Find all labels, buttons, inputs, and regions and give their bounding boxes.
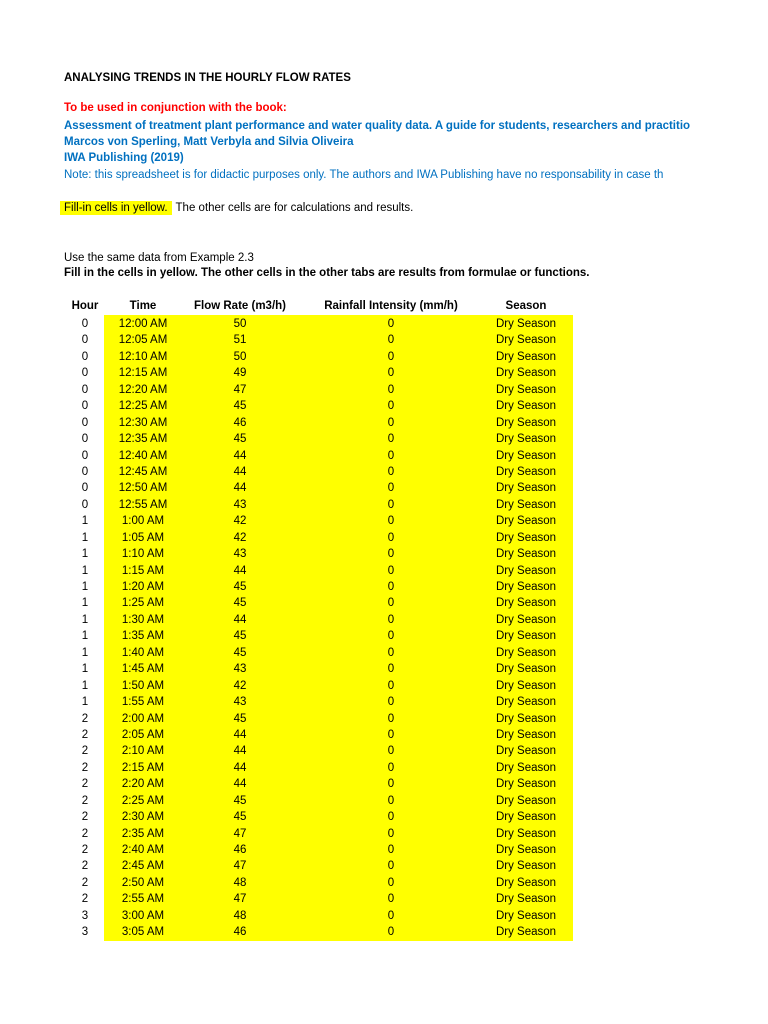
cell-rainfall[interactable]: 0 (387, 876, 395, 889)
cell-time[interactable]: 2:45 AM (121, 860, 165, 873)
cell-rainfall[interactable]: 0 (387, 515, 395, 528)
cell-flow-rate[interactable]: 50 (233, 350, 247, 363)
cell-time[interactable]: 12:40 AM (118, 449, 168, 462)
cell-season[interactable]: Dry Season (495, 318, 557, 330)
cell-season[interactable]: Dry Season (495, 893, 557, 906)
cell-hour[interactable]: 1 (81, 679, 89, 692)
table-row (0, 382, 768, 398)
cell-time[interactable]: 12:30 AM (118, 416, 168, 429)
table-row (0, 365, 768, 381)
table-row (0, 727, 768, 743)
table-row (0, 826, 768, 842)
table-row (0, 595, 768, 611)
cell-flow-rate[interactable]: 45 (233, 712, 247, 725)
cell-season[interactable]: Dry Season (495, 400, 557, 413)
cell-hour[interactable]: 2 (81, 844, 89, 856)
cell-season[interactable]: Dry Season (495, 909, 557, 922)
cell-rainfall[interactable]: 0 (387, 383, 395, 396)
cell-flow-rate[interactable]: 42 (233, 531, 247, 544)
cell-rainfall[interactable]: 0 (387, 893, 395, 906)
cell-rainfall[interactable]: 0 (387, 696, 395, 709)
cell-flow-rate[interactable]: 44 (233, 613, 247, 626)
cell-flow-rate[interactable]: 43 (233, 663, 247, 676)
fill-legend-yellow: Fill-in cells in yellow. (60, 201, 172, 215)
cell-hour[interactable]: 0 (81, 383, 89, 396)
cell-rainfall[interactable]: 0 (387, 909, 395, 922)
table-row (0, 332, 768, 348)
table-row (0, 858, 768, 874)
cell-hour[interactable]: 0 (81, 433, 89, 446)
cell-rainfall[interactable]: 0 (387, 564, 395, 577)
cell-hour[interactable]: 0 (81, 334, 89, 347)
cell-season[interactable]: Dry Season (495, 334, 557, 347)
cell-time[interactable]: 12:20 AM (118, 383, 168, 396)
cell-rainfall[interactable]: 0 (387, 794, 395, 807)
cell-hour[interactable]: 1 (81, 548, 89, 561)
cell-season[interactable]: Dry Season (495, 761, 557, 774)
table-row (0, 661, 768, 677)
cell-hour[interactable]: 0 (81, 350, 89, 363)
cell-hour[interactable]: 0 (81, 318, 89, 330)
cell-time[interactable]: 12:55 AM (118, 498, 168, 511)
cell-hour[interactable]: 3 (81, 909, 89, 922)
cell-season[interactable]: Dry Season (495, 433, 557, 446)
cell-hour[interactable]: 2 (81, 794, 89, 807)
cell-hour[interactable]: 2 (81, 712, 89, 725)
table-row (0, 842, 768, 858)
cell-season[interactable]: Dry Season (495, 581, 557, 593)
cell-season[interactable]: Dry Season (495, 811, 557, 824)
cell-rainfall[interactable]: 0 (387, 811, 395, 824)
table-row (0, 415, 768, 431)
cell-flow-rate[interactable]: 45 (233, 646, 247, 659)
cell-hour[interactable]: 2 (81, 728, 89, 741)
cell-season[interactable]: Dry Season (495, 515, 557, 528)
cell-hour[interactable]: 1 (81, 597, 89, 610)
cell-hour[interactable]: 1 (81, 663, 89, 676)
cell-rainfall[interactable]: 0 (387, 663, 395, 676)
cell-time[interactable]: 1:35 AM (121, 630, 165, 643)
cell-season[interactable]: Dry Season (495, 926, 557, 939)
cell-rainfall[interactable]: 0 (387, 465, 395, 478)
cell-rainfall[interactable]: 0 (387, 482, 395, 495)
cell-flow-rate[interactable]: 44 (233, 761, 247, 774)
table-row (0, 349, 768, 365)
disclaimer: Note: this spreadsheet is for didactic purposes only. The authors and IWA Publishing have no responsability in case th (64, 169, 664, 181)
cell-time[interactable]: 2:50 AM (121, 876, 165, 889)
usage-note: To be used in conjunction with the book: (64, 102, 287, 114)
table-row (0, 579, 768, 595)
cell-time[interactable]: 2:30 AM (121, 811, 165, 824)
cell-time[interactable]: 1:05 AM (121, 531, 165, 544)
cell-time[interactable]: 2:05 AM (121, 728, 165, 741)
cell-rainfall[interactable]: 0 (387, 400, 395, 413)
cell-flow-rate[interactable]: 45 (233, 433, 247, 446)
table-row (0, 546, 768, 562)
cell-time[interactable]: 12:15 AM (118, 367, 168, 380)
table-row (0, 694, 768, 710)
cell-flow-rate[interactable]: 45 (233, 811, 247, 824)
table-row (0, 464, 768, 480)
cell-season[interactable]: Dry Season (495, 482, 557, 495)
cell-time[interactable]: 1:15 AM (121, 564, 165, 577)
cell-rainfall[interactable]: 0 (387, 761, 395, 774)
table-row (0, 513, 768, 529)
cell-time[interactable]: 1:50 AM (121, 679, 165, 692)
cell-season[interactable]: Dry Season (495, 498, 557, 511)
cell-hour[interactable]: 2 (81, 761, 89, 774)
fill-instruction: Fill in the cells in yellow. The other cells in the other tabs are results from formulae or functions. (64, 267, 590, 279)
cell-time[interactable]: 1:30 AM (121, 613, 165, 626)
cell-season[interactable]: Dry Season (495, 350, 557, 363)
cell-rainfall[interactable]: 0 (387, 613, 395, 626)
table-row (0, 908, 768, 924)
cell-flow-rate[interactable]: 45 (233, 794, 247, 807)
cell-flow-rate[interactable]: 42 (233, 515, 247, 528)
cell-season[interactable]: Dry Season (495, 613, 557, 626)
cell-hour[interactable]: 0 (81, 400, 89, 413)
cell-flow-rate[interactable]: 44 (233, 745, 247, 758)
table-row (0, 743, 768, 759)
cell-flow-rate[interactable]: 42 (233, 679, 247, 692)
cell-rainfall[interactable]: 0 (387, 679, 395, 692)
cell-season[interactable]: Dry Season (495, 778, 557, 791)
cell-rainfall[interactable]: 0 (387, 778, 395, 791)
cell-rainfall[interactable]: 0 (387, 597, 395, 610)
cell-hour[interactable]: 0 (81, 498, 89, 511)
cell-rainfall[interactable]: 0 (387, 745, 395, 758)
cell-hour[interactable]: 0 (81, 367, 89, 380)
table-row (0, 530, 768, 546)
cell-hour[interactable]: 2 (81, 827, 89, 840)
cell-flow-rate[interactable]: 47 (233, 827, 247, 840)
cell-season[interactable]: Dry Season (495, 728, 557, 741)
book-title: Assessment of treatment plant performance and water quality data. A guide for students, researchers and practitio (64, 120, 691, 132)
cell-rainfall[interactable]: 0 (387, 498, 395, 511)
cell-time[interactable]: 1:10 AM (121, 548, 165, 561)
cell-rainfall[interactable]: 0 (387, 548, 395, 561)
cell-time[interactable]: 12:50 AM (118, 482, 168, 495)
fill-legend (60, 201, 413, 215)
cell-flow-rate[interactable]: 44 (233, 728, 247, 741)
cell-rainfall[interactable]: 0 (387, 416, 395, 429)
table-row (0, 793, 768, 809)
header-flow-rate[interactable]: Flow Rate (m3/h) (193, 300, 287, 312)
table-row (0, 612, 768, 628)
cell-flow-rate[interactable]: 46 (233, 416, 247, 429)
sheet-title: ANALYSING TRENDS IN THE HOURLY FLOW RATES (64, 72, 351, 84)
cell-time[interactable]: 1:00 AM (121, 515, 165, 528)
cell-season[interactable]: Dry Season (495, 383, 557, 396)
cell-hour[interactable]: 1 (81, 581, 89, 593)
cell-rainfall[interactable]: 0 (387, 350, 395, 363)
cell-time[interactable]: 12:25 AM (118, 400, 168, 413)
cell-time[interactable]: 2:10 AM (121, 745, 165, 758)
cell-hour[interactable]: 1 (81, 630, 89, 643)
cell-hour[interactable]: 2 (81, 811, 89, 824)
cell-season[interactable]: Dry Season (495, 367, 557, 380)
cell-flow-rate[interactable]: 46 (233, 926, 247, 939)
cell-flow-rate[interactable]: 45 (233, 581, 247, 593)
header-hour[interactable]: Hour (71, 300, 99, 312)
cell-flow-rate[interactable]: 46 (233, 844, 247, 856)
table-row (0, 431, 768, 447)
cell-time[interactable]: 1:55 AM (121, 696, 165, 709)
cell-flow-rate[interactable]: 43 (233, 548, 247, 561)
cell-rainfall[interactable]: 0 (387, 646, 395, 659)
cell-rainfall[interactable]: 0 (387, 334, 395, 347)
cell-flow-rate[interactable]: 47 (233, 860, 247, 873)
cell-hour[interactable]: 1 (81, 646, 89, 659)
cell-season[interactable]: Dry Season (495, 844, 557, 856)
cell-time[interactable]: 12:35 AM (118, 433, 168, 446)
table-row (0, 398, 768, 414)
cell-season[interactable]: Dry Season (495, 531, 557, 544)
cell-hour[interactable]: 1 (81, 613, 89, 626)
cell-rainfall[interactable]: 0 (387, 860, 395, 873)
publisher: IWA Publishing (2019) (64, 152, 184, 164)
cell-hour[interactable]: 0 (81, 416, 89, 429)
table-row (0, 316, 768, 332)
cell-rainfall[interactable]: 0 (387, 844, 395, 856)
table-row (0, 809, 768, 825)
cell-rainfall[interactable]: 0 (387, 318, 395, 330)
cell-season[interactable]: Dry Season (495, 465, 557, 478)
cell-season[interactable]: Dry Season (495, 630, 557, 643)
cell-flow-rate[interactable]: 43 (233, 498, 247, 511)
cell-flow-rate[interactable]: 44 (233, 449, 247, 462)
cell-rainfall[interactable]: 0 (387, 630, 395, 643)
table-row (0, 711, 768, 727)
table-row (0, 776, 768, 792)
cell-rainfall[interactable]: 0 (387, 367, 395, 380)
table-row (0, 678, 768, 694)
cell-rainfall[interactable]: 0 (387, 449, 395, 462)
table-row (0, 891, 768, 907)
cell-rainfall[interactable]: 0 (387, 581, 395, 593)
cell-hour[interactable]: 2 (81, 860, 89, 873)
cell-flow-rate[interactable]: 45 (233, 400, 247, 413)
fill-legend-text: The other cells are for calculations and results. (175, 202, 414, 214)
cell-time[interactable]: 12:10 AM (118, 350, 168, 363)
cell-flow-rate[interactable]: 44 (233, 465, 247, 478)
cell-time[interactable]: 1:20 AM (121, 581, 165, 593)
cell-season[interactable]: Dry Season (495, 860, 557, 873)
cell-hour[interactable]: 0 (81, 465, 89, 478)
use-same-data-note: Use the same data from Example 2.3 (64, 252, 254, 264)
book-authors: Marcos von Sperling, Matt Verbyla and Silvia Oliveira (64, 136, 354, 148)
header-rainfall-intensity[interactable]: Rainfall Intensity (mm/h) (324, 300, 458, 312)
cell-flow-rate[interactable]: 45 (233, 597, 247, 610)
cell-flow-rate[interactable]: 44 (233, 482, 247, 495)
cell-time[interactable]: 2:20 AM (121, 778, 165, 791)
cell-flow-rate[interactable]: 43 (233, 696, 247, 709)
cell-hour[interactable]: 0 (81, 449, 89, 462)
cell-flow-rate[interactable]: 45 (233, 630, 247, 643)
cell-hour[interactable]: 1 (81, 531, 89, 544)
cell-rainfall[interactable]: 0 (387, 827, 395, 840)
table-row (0, 480, 768, 496)
cell-hour[interactable]: 2 (81, 876, 89, 889)
cell-rainfall[interactable]: 0 (387, 531, 395, 544)
table-row (0, 563, 768, 579)
cell-flow-rate[interactable]: 47 (233, 893, 247, 906)
cell-season[interactable]: Dry Season (495, 416, 557, 429)
cell-hour[interactable]: 3 (81, 926, 89, 939)
cell-time[interactable]: 2:35 AM (121, 827, 165, 840)
table-row (0, 875, 768, 891)
cell-flow-rate[interactable]: 48 (233, 909, 247, 922)
cell-time[interactable]: 2:25 AM (121, 794, 165, 807)
cell-rainfall[interactable]: 0 (387, 433, 395, 446)
cell-hour[interactable]: 2 (81, 745, 89, 758)
cell-time[interactable]: 12:05 AM (118, 334, 168, 347)
cell-flow-rate[interactable]: 51 (233, 334, 247, 347)
cell-season[interactable]: Dry Season (495, 712, 557, 725)
table-row (0, 924, 768, 940)
cell-time[interactable]: 2:40 AM (121, 844, 165, 856)
cell-season[interactable]: Dry Season (495, 794, 557, 807)
cell-hour[interactable]: 1 (81, 564, 89, 577)
cell-time[interactable]: 2:55 AM (121, 893, 165, 906)
cell-time[interactable]: 2:00 AM (121, 712, 165, 725)
cell-hour[interactable]: 0 (81, 482, 89, 495)
cell-flow-rate[interactable]: 49 (233, 367, 247, 380)
cell-time[interactable]: 2:15 AM (121, 761, 165, 774)
cell-time[interactable]: 3:00 AM (121, 909, 165, 922)
cell-season[interactable]: Dry Season (495, 564, 557, 577)
cell-time[interactable]: 3:05 AM (121, 926, 165, 939)
table-row (0, 645, 768, 661)
cell-flow-rate[interactable]: 44 (233, 778, 247, 791)
data-table-body (0, 316, 768, 941)
table-row (0, 448, 768, 464)
cell-rainfall[interactable]: 0 (387, 926, 395, 939)
cell-rainfall[interactable]: 0 (387, 728, 395, 741)
cell-hour[interactable]: 1 (81, 696, 89, 709)
cell-time[interactable]: 12:45 AM (118, 465, 168, 478)
table-row (0, 760, 768, 776)
cell-hour[interactable]: 2 (81, 893, 89, 906)
cell-flow-rate[interactable]: 47 (233, 383, 247, 396)
cell-flow-rate[interactable]: 44 (233, 564, 247, 577)
cell-season[interactable]: Dry Season (495, 663, 557, 676)
table-row (0, 628, 768, 644)
cell-time[interactable]: 12:00 AM (118, 318, 168, 330)
cell-season[interactable]: Dry Season (495, 827, 557, 840)
cell-time[interactable]: 1:40 AM (121, 646, 165, 659)
cell-season[interactable]: Dry Season (495, 597, 557, 610)
header-time[interactable]: Time (129, 300, 157, 312)
cell-time[interactable]: 1:25 AM (121, 597, 165, 610)
cell-rainfall[interactable]: 0 (387, 712, 395, 725)
cell-season[interactable]: Dry Season (495, 449, 557, 462)
cell-season[interactable]: Dry Season (495, 548, 557, 561)
cell-flow-rate[interactable]: 50 (233, 318, 247, 330)
header-season[interactable]: Season (505, 300, 547, 312)
cell-hour[interactable]: 1 (81, 515, 89, 528)
cell-season[interactable]: Dry Season (495, 745, 557, 758)
cell-season[interactable]: Dry Season (495, 646, 557, 659)
cell-season[interactable]: Dry Season (495, 679, 557, 692)
cell-season[interactable]: Dry Season (495, 876, 557, 889)
cell-hour[interactable]: 2 (81, 778, 89, 791)
cell-time[interactable]: 1:45 AM (121, 663, 165, 676)
cell-season[interactable]: Dry Season (495, 696, 557, 709)
cell-flow-rate[interactable]: 48 (233, 876, 247, 889)
table-row (0, 497, 768, 513)
